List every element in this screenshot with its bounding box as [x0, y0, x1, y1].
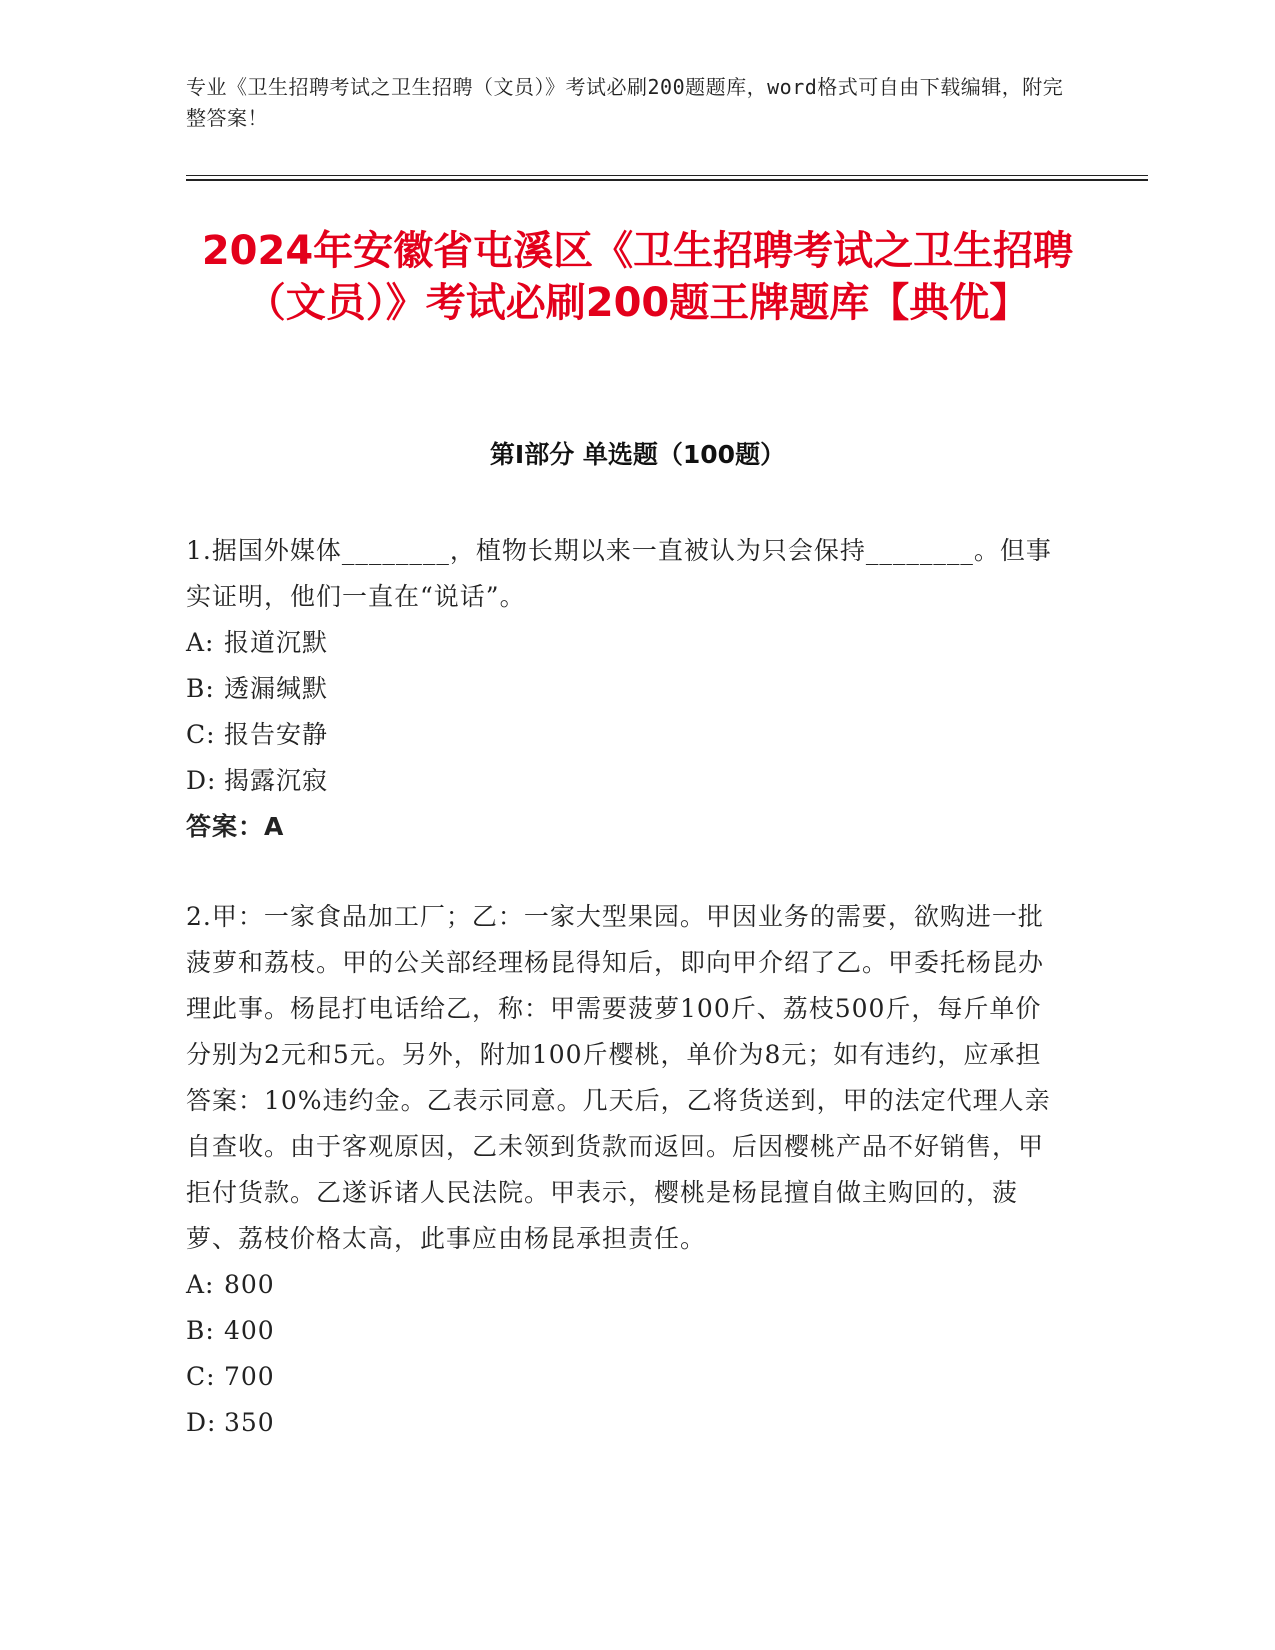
option-d	[186, 758, 1066, 804]
option-a	[186, 1262, 1066, 1308]
option-text: 700	[224, 1362, 275, 1391]
option-text: 报道沉默	[224, 628, 329, 657]
question-stem: 2.甲：一家食品加工厂；乙：一家大型果园。甲因业务的需要，欲购进一批菠萝和荔枝。甲的公关部经理杨昆得知后，即向甲介绍了乙。甲委托杨昆办理此事。杨昆打电话给乙，称：甲需要菠萝100斤、荔枝500斤，每斤单价分别为2元和5元。另外，附加100斤樱桃，单价为8元；如有违约，应承担答案：10%违约金。乙表示同意。几天后，乙将货送到，甲的法定代理人亲自查收。由于客观原因，乙未领到货款而返回。后因樱桃产品不好销售，甲拒付货款。乙遂诉诸人民法院。甲表示，樱桃是杨昆擅自做主购回的，菠萝、荔枝价格太高，此事应由杨昆承担责任。	[186, 902, 1051, 1253]
option-text: 透漏缄默	[224, 674, 329, 703]
document-title: 2024年安徽省屯溪区《卫生招聘考试之卫生招聘（文员）》考试必刷200题王牌题库【典优】	[201, 228, 1074, 326]
answer-line: 答案：A	[186, 812, 285, 841]
option-b	[186, 666, 1066, 712]
option-text: 400	[224, 1316, 275, 1345]
question-2	[186, 894, 1066, 1446]
option-text: 报告安静	[224, 720, 329, 749]
option-a	[186, 620, 1066, 666]
option-b	[186, 1308, 1066, 1354]
question-1	[186, 528, 1066, 850]
option-letter: B:	[186, 674, 215, 703]
option-letter: C:	[186, 720, 216, 749]
question-spacer	[186, 850, 1066, 894]
option-letter: D:	[186, 1408, 217, 1437]
option-letter: C:	[186, 1362, 216, 1391]
option-c	[186, 712, 1066, 758]
option-d	[186, 1400, 1066, 1446]
header-divider-thick	[186, 179, 1148, 181]
section-heading: 第Ⅰ部分 单选题（100题）	[489, 440, 786, 469]
header-divider-thin	[186, 175, 1148, 176]
question-stem: 1.据国外媒体________，植物长期以来一直被认为只会保持________。但事实证明，他们一直在“说话”。	[186, 536, 1052, 611]
option-letter: D:	[186, 766, 217, 795]
header-note: 专业《卫生招聘考试之卫生招聘（文员）》考试必刷200题题库，word格式可自由下载编辑，附完整答案！	[186, 75, 1064, 130]
question-list	[186, 528, 1066, 1446]
option-c	[186, 1354, 1066, 1400]
option-text: 350	[224, 1408, 275, 1437]
option-letter: B:	[186, 1316, 215, 1345]
option-letter: A:	[186, 1270, 215, 1299]
option-letter: A:	[186, 628, 215, 657]
option-text: 800	[224, 1270, 275, 1299]
option-text: 揭露沉寂	[224, 766, 329, 795]
